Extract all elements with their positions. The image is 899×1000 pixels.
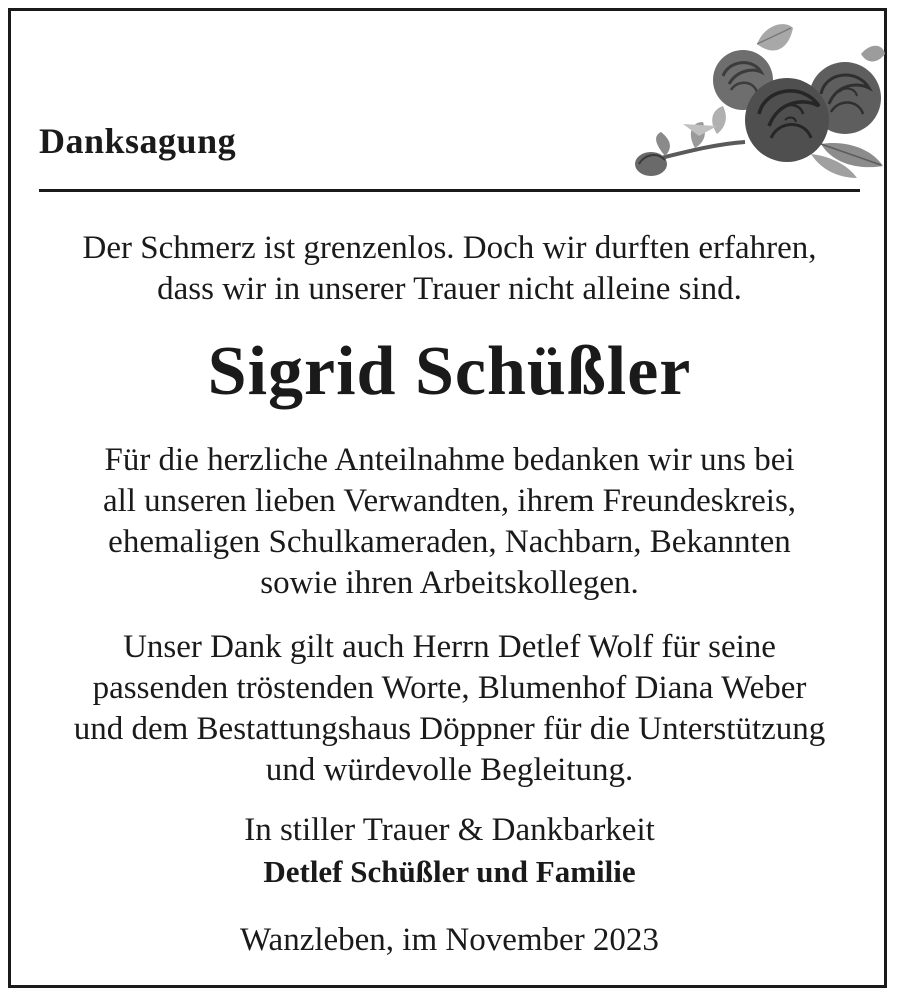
notice-heading: Danksagung [39,121,237,161]
thanks-paragraph-2 [0,627,899,791]
place-date: Wanzleben, im November 2023 [240,922,659,958]
intro-line: Der Schmerz ist grenzenlos. Doch wir durften erfahren, [82,230,817,266]
thanks-line: passenden tröstenden Worte, Blumenhof Diana Weber [92,670,807,706]
heading-divider [39,189,860,192]
thanks-line: ehemaligen Schulkameraden, Nachbarn, Bekannten [108,524,791,560]
roses-image [625,14,887,184]
thanks-line: und dem Bestattungshaus Döppner für die Unterstützung [73,711,826,747]
thanks-paragraph-1 [0,440,899,604]
deceased-name: Sigrid Schüßler [207,333,692,410]
thanks-line: all unseren lieben Verwandten, ihrem Freundeskreis, [102,483,797,519]
intro-text [0,228,899,310]
closing-block [0,810,899,892]
thanks-line: Unser Dank gilt auch Herrn Detlef Wolf für seine [123,629,776,665]
intro-line: dass wir in unserer Trauer nicht alleine sind. [157,271,742,307]
closing-line: In stiller Trauer & Dankbarkeit [244,812,655,848]
thanks-line: sowie ihren Arbeitskollegen. [260,565,639,601]
thanks-line: und würdevolle Begleitung. [265,752,634,788]
thanks-line: Für die herzliche Anteilnahme bedanken wir uns bei [104,442,795,478]
family-signature: Detlef Schüßler und Familie [263,854,636,889]
